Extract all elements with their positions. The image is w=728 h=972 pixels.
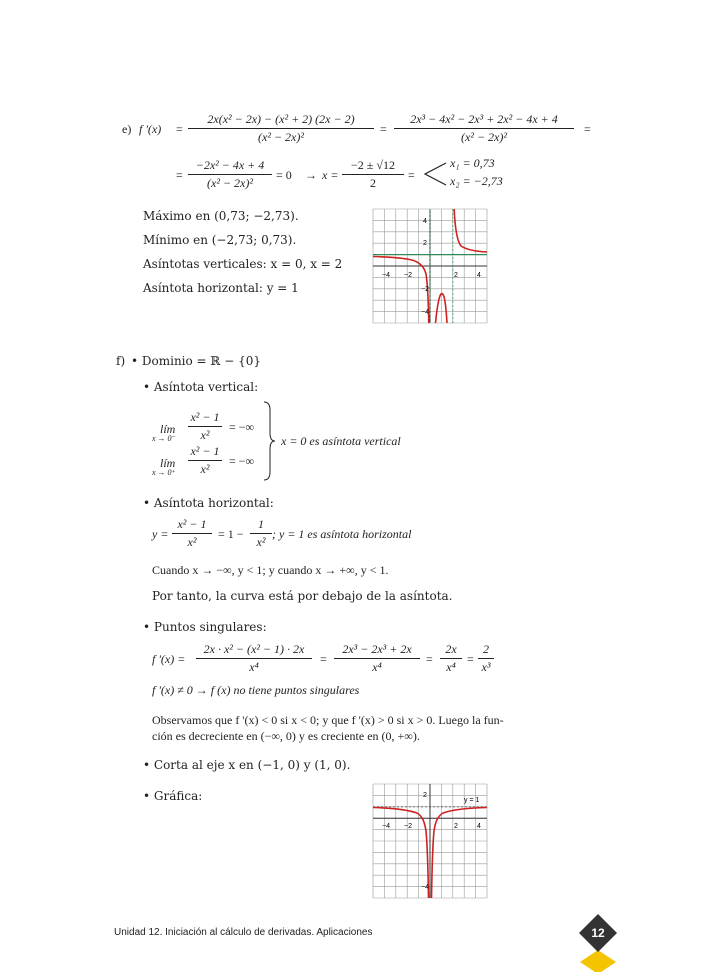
equals-sign: = bbox=[176, 122, 183, 136]
horizontal-asymptote-text: Asíntota horizontal: y = 1 bbox=[143, 281, 299, 295]
fraction-2 bbox=[394, 112, 574, 145]
fraction-1 bbox=[188, 112, 374, 145]
graph-f bbox=[372, 783, 488, 899]
derivative-fraction-2 bbox=[334, 642, 420, 675]
limit-2-fraction bbox=[188, 444, 222, 477]
badge-accent bbox=[580, 950, 616, 972]
x-equals: x = bbox=[322, 168, 339, 182]
y-tick-label: 2 bbox=[423, 792, 427, 799]
y-tick-label: −4 bbox=[421, 309, 429, 316]
fraction-2-denominator: (x² − 2x)² bbox=[394, 128, 574, 145]
derivative-4-denominator: x³ bbox=[478, 658, 494, 675]
branch-bracket bbox=[422, 160, 448, 188]
limit-1-denominator: x² bbox=[188, 426, 222, 443]
one-minus: = 1 − bbox=[218, 527, 244, 541]
derivative-3-denominator: x⁴ bbox=[440, 658, 462, 675]
x-tick-label: 4 bbox=[477, 823, 481, 830]
x-tick-label: −2 bbox=[404, 823, 412, 830]
derivative-4-numerator: 2 bbox=[483, 642, 489, 656]
derivative-lhs: f '(x) bbox=[139, 122, 162, 136]
horizontal-fraction-1 bbox=[172, 517, 212, 550]
fraction-4 bbox=[342, 158, 404, 191]
fraction-3-denominator: (x² − 2x)² bbox=[188, 174, 272, 191]
vertical-asymptote-conclusion: x = 0 es asíntota vertical bbox=[281, 434, 401, 448]
y-tick-label: −2 bbox=[421, 286, 429, 293]
horizontal-asymptote-heading: • Asíntota horizontal: bbox=[143, 496, 274, 510]
fraction-3-numerator: −2x² − 4x + 4 bbox=[195, 158, 265, 172]
equals-sign: = bbox=[426, 652, 433, 666]
horizontal-denominator-1: x² bbox=[172, 533, 212, 550]
derivative-fraction-1 bbox=[196, 642, 312, 675]
equals-sign: = bbox=[380, 122, 387, 136]
fraction-1-numerator: 2x(x² − 2x) − (x² + 2) (2x − 2) bbox=[207, 112, 355, 126]
vertical-asymptote-heading: • Asíntota vertical: bbox=[143, 380, 259, 394]
derivative-2-numerator: 2x³ − 2x³ + 2x bbox=[342, 642, 412, 656]
arrow: → bbox=[305, 168, 317, 182]
y-tick-label: 4 bbox=[423, 218, 427, 225]
derivative-1-numerator: 2x · x² − (x² − 1) · 2x bbox=[203, 642, 305, 656]
fraction-1-denominator: (x² − 2x)² bbox=[188, 128, 374, 145]
horizontal-numerator-1: x² − 1 bbox=[177, 517, 207, 531]
dominio-text: • Dominio = ℝ − {0} bbox=[131, 354, 261, 368]
brace-icon bbox=[262, 400, 276, 482]
limit-2-denominator: x² bbox=[188, 460, 222, 477]
maximo-text: Máximo en (0,73; −2,73). bbox=[143, 209, 299, 223]
y-tick-label: −4 bbox=[421, 884, 429, 891]
fraction-2-numerator: 2x³ − 4x² − 2x³ + 2x² − 4x + 4 bbox=[410, 112, 558, 126]
limit-1-fraction bbox=[188, 410, 222, 443]
x-tick-label: 2 bbox=[454, 272, 458, 279]
equals-sign: = bbox=[320, 652, 327, 666]
derivative-fraction-4 bbox=[478, 642, 494, 675]
observation-line-1: Observamos que f '(x) < 0 si x < 0; y que f '(x) > 0 si x > 0. Luego la fun- bbox=[152, 713, 504, 727]
equals-sign: = bbox=[408, 168, 415, 182]
derivative-2-denominator: x⁴ bbox=[334, 658, 420, 675]
limit-label: lím bbox=[160, 456, 176, 470]
equals-zero: = 0 bbox=[276, 168, 292, 182]
part-f-label: f) bbox=[116, 354, 126, 368]
part-e-label: e) bbox=[122, 122, 132, 136]
horizontal-fraction-2 bbox=[250, 517, 272, 550]
limit-1-value: = −∞ bbox=[229, 420, 255, 434]
vertical-asymptotes-text: Asíntotas verticales: x = 0, x = 2 bbox=[143, 257, 343, 271]
y-equals: y = bbox=[152, 527, 169, 541]
y-tick-label: 2 bbox=[423, 240, 427, 247]
horizontal-denominator-2: x² bbox=[250, 533, 272, 550]
limit-subscript: x → 0⁻ bbox=[152, 434, 176, 443]
page-number: 12 bbox=[591, 926, 605, 940]
x-tick-label: −2 bbox=[404, 272, 412, 279]
fraction-3 bbox=[188, 158, 272, 191]
curve-right-branch bbox=[454, 209, 487, 252]
singular-points-heading: • Puntos singulares: bbox=[143, 620, 267, 634]
equals-sign: = bbox=[584, 122, 591, 136]
cuando-text: Cuando x → −∞, y < 1; y cuando x → +∞, y < 1. bbox=[152, 563, 389, 577]
graph-e bbox=[372, 208, 488, 324]
fraction-4-denominator: 2 bbox=[342, 174, 404, 191]
x-tick-label: 4 bbox=[477, 272, 481, 279]
fraction-4-numerator: −2 ± √12 bbox=[351, 158, 395, 172]
page-badge bbox=[577, 912, 619, 972]
horizontal-numerator-2: 1 bbox=[258, 517, 264, 531]
portanto-text: Por tanto, la curva está por debajo de la asíntota. bbox=[152, 589, 453, 603]
equals-sign: = bbox=[467, 652, 474, 666]
derivative-3-numerator: 2x bbox=[445, 642, 457, 656]
limit-2-numerator: x² − 1 bbox=[190, 444, 220, 458]
footer-text: Unidad 12. Iniciación al cálculo de derivadas. Aplicaciones bbox=[114, 927, 373, 938]
derivative-fraction-3 bbox=[440, 642, 462, 675]
equals-sign: = bbox=[176, 168, 183, 182]
limit-label: lím bbox=[160, 422, 176, 436]
root-x2: x₂ = −2,73 bbox=[450, 174, 503, 188]
x-tick-label: 2 bbox=[454, 823, 458, 830]
corta-text: • Corta al eje x en (−1, 0) y (1, 0). bbox=[143, 758, 351, 772]
x-tick-label: −4 bbox=[382, 272, 390, 279]
no-singular-points-text: f '(x) ≠ 0 → f (x) no tiene puntos singulares bbox=[152, 683, 360, 697]
derivative-1-denominator: x⁴ bbox=[196, 658, 312, 675]
root-x1: x₁ = 0,73 bbox=[450, 156, 495, 170]
x-tick-label: −4 bbox=[382, 823, 390, 830]
horizontal-asymptote-conclusion: ; y = 1 es asíntota horizontal bbox=[272, 527, 412, 541]
grafica-heading: • Gráfica: bbox=[143, 789, 203, 803]
asymptote-label: y = 1 bbox=[464, 797, 480, 804]
limit-1-numerator: x² − 1 bbox=[190, 410, 220, 424]
curve-right-branch bbox=[432, 808, 488, 899]
limit-2-value: = −∞ bbox=[229, 454, 255, 468]
limit-subscript: x → 0⁺ bbox=[152, 468, 176, 477]
observation-line-2: ción es decreciente en (−∞, 0) y es creciente en (0, +∞). bbox=[152, 729, 420, 743]
minimo-text: Mínimo en (−2,73; 0,73). bbox=[143, 233, 297, 247]
derivative-lhs: f '(x) = bbox=[152, 652, 186, 666]
